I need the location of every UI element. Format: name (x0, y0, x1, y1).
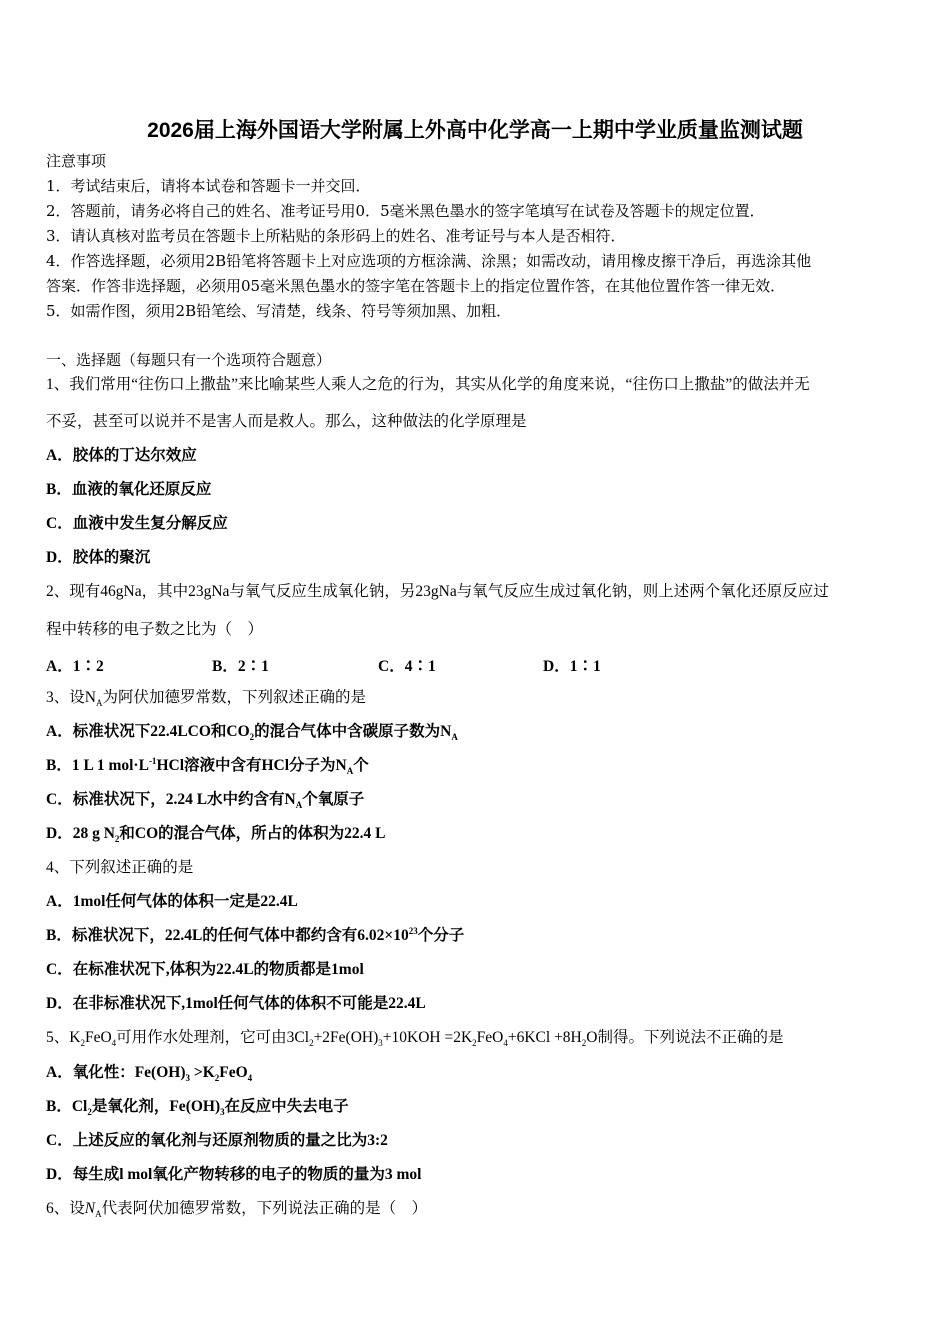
question-5-option-a (46, 1063, 252, 1083)
text-run: O制得。下列说法不正确的是 (586, 1029, 784, 1046)
text-run: 5、K (46, 1029, 81, 1046)
text-run: A．1mol任何气体的体积一定是22.4L (46, 893, 298, 910)
text-run: +6KCl +8H (507, 1029, 582, 1046)
question-3-option-c (46, 790, 364, 810)
text-run: 在反应中失去电子 (224, 1098, 349, 1115)
superscript: -1 (148, 755, 157, 766)
question-4-option-b (46, 926, 464, 946)
subscript: A (451, 732, 458, 743)
subscript: 4 (111, 1038, 117, 1049)
text-run: 可用作水处理剂，它可由3Cl (116, 1029, 310, 1046)
text-run: >K (189, 1064, 215, 1081)
text-run: FeO (219, 1064, 248, 1081)
text-run: 是氧化剂，Fe(OH) (91, 1098, 221, 1115)
text-run: 不妥，甚至可以说并不是害人而是救人。那么，这种做法的化学原理是 (46, 413, 527, 430)
text-run: B．标准状况下，22.4L的任何气体中都约含有6.02×10 (46, 927, 409, 944)
subscript: 2 (114, 834, 120, 845)
text-run: 4、下列叙述正确的是 (46, 859, 194, 876)
question-4-option-d (46, 994, 426, 1014)
question-2-option-c: C．4∶1 (378, 658, 436, 675)
question-5-option-d (46, 1165, 421, 1185)
question-4-option-a (46, 892, 298, 912)
note-item: 答案．作答非选择题，必须用05毫米黑色墨水的签字笔在答题卡上的指定位置作答，在其他位置作答一律无效． (46, 277, 786, 295)
subscript: 2 (214, 1073, 220, 1084)
subscript: 3 (220, 1107, 225, 1118)
text-run: 2、现有46gNa，其中23gNa与氧气反应生成氧化钠，另23gNa与氧气反应生成过氧化钠，则上述两个氧化还原反应过 (46, 583, 829, 600)
note-item: 1．考试结束后，请将本试卷和答题卡一并交回． (46, 177, 371, 195)
note-item: 5．如需作图，须用2B铅笔绘、写清楚，线条、符号等须加黑、加粗． (46, 302, 512, 320)
subscript: 2 (581, 1038, 587, 1049)
text-run: D．胶体的聚沉 (46, 549, 151, 566)
question-2-option-d: D．1∶1 (543, 658, 601, 675)
question-5-stem (46, 1028, 783, 1048)
text-run: 个氧原子 (302, 791, 365, 808)
notes-heading: 注意事项 (46, 152, 107, 170)
note-item: 4．作答选择题，必须用2B铅笔将答题卡上对应选项的方框涂满、涂黑；如需改动，请用橡皮擦干净后，再选涂其他 (46, 252, 812, 270)
text-run: 1、我们常用“往伤口上撒盐”来比喻某些人乘人之危的行为，其实从化学的角度来说，“往伤口上撒盐”的做法并无 (46, 376, 810, 393)
subscript: 3 (185, 1073, 190, 1084)
subscript: 2 (309, 1038, 314, 1049)
note-item: 2．答题前，请务必将自己的姓名、准考证号用0．5毫米黑色墨水的签字笔填写在试卷及答题卡的规定位置． (46, 202, 765, 220)
text-run: FeO (476, 1029, 504, 1046)
text-run: 的混合气体中含碳原子数为N (254, 723, 452, 740)
text-run: B．Cl (46, 1098, 88, 1115)
section-heading: 一、选择题（每题只有一个选项符合题意） (46, 351, 332, 369)
text-run: D．每生成l mol氧化产物转移的电子的物质的量为3 mol (46, 1166, 422, 1183)
question-1-stem (46, 412, 527, 432)
text-run: A．胶体的丁达尔效应 (46, 447, 197, 464)
subscript: 3 (378, 1038, 383, 1049)
question-5-option-c (46, 1131, 388, 1151)
subscript: 4 (503, 1038, 508, 1049)
question-3-option-b (46, 756, 369, 776)
subscript: 2 (87, 1107, 92, 1118)
text-run: 程中转移的电子数之比为（ ） (46, 621, 264, 638)
text-run: 为阿伏加德罗常数，下列叙述正确的是 (102, 689, 366, 706)
subscript: 4 (247, 1073, 253, 1084)
text-run: D．在非标准状况下,1mol任何气体的体积不可能是22.4L (46, 995, 426, 1012)
question-2-stem (46, 620, 263, 640)
text-run: B．血液的氧化还原反应 (46, 481, 212, 498)
question-1-stem (46, 375, 810, 395)
subscript: 2 (249, 732, 255, 743)
question-2-option-b: B．2∶1 (212, 658, 269, 675)
question-1-option-a (46, 446, 197, 466)
question-2-stem (46, 582, 829, 602)
text-run: C．上述反应的氧化剂与还原剂物质的量之比为3:2 (46, 1132, 388, 1149)
question-2-option-a: A．1∶2 (46, 658, 104, 675)
subscript: A (295, 800, 303, 811)
question-3-stem (46, 688, 366, 708)
question-3-option-a (46, 722, 458, 742)
text-run: +10KOH =2K (382, 1029, 473, 1046)
question-4-stem (46, 858, 193, 878)
question-1-option-d (46, 548, 150, 568)
text-run: 6、设 (46, 1200, 85, 1217)
text-run: 个分子 (417, 927, 465, 944)
note-item: 3．请认真核对监考员在答题卡上所粘贴的条形码上的姓名、准考证号与本人是否相符． (46, 227, 626, 245)
subscript: A (95, 698, 103, 709)
question-5-option-b (46, 1097, 349, 1117)
text-run: C．在标准状况下,体积为22.4L的物质都是1mol (46, 961, 364, 978)
subscript: 2 (80, 1038, 85, 1049)
question-6-stem (46, 1199, 427, 1219)
subscript: 2 (472, 1038, 477, 1049)
text-run: A．标准状况下22.4LCO和CO (46, 723, 250, 740)
question-3-option-d (46, 824, 385, 844)
question-4-option-c (46, 960, 364, 980)
question-1-option-c (46, 514, 228, 534)
text-run: C．血液中发生复分解反应 (46, 515, 228, 532)
text-run: 3、设N (46, 689, 96, 706)
text-run: 代表阿伏加德罗常数，下列说法正确的是（ ） (101, 1200, 428, 1217)
text-run: FeO (84, 1029, 112, 1046)
question-1-option-b (46, 480, 211, 500)
text-run: D．28 g N (46, 825, 115, 842)
text-run: A．氧化性：Fe(OH) (46, 1064, 186, 1081)
text-run: 和CO的混合气体，所占的体积为22.4 L (119, 825, 386, 842)
text-run: N (84, 1200, 96, 1217)
subscript: A (95, 1209, 102, 1220)
superscript: 23 (408, 925, 418, 936)
text-run: 个 (353, 757, 369, 774)
text-run: C．标准状况下，2.24 L水中约含有N (46, 791, 296, 808)
subscript: A (346, 766, 354, 777)
text-run: +2Fe(OH) (313, 1029, 379, 1046)
page-title: 2026届上海外国语大学附属上外高中化学高一上期中学业质量监测试题 (147, 119, 803, 142)
text-run: B．1 L 1 mol·L (46, 757, 149, 774)
text-run: HCl溶液中含有HCl分子为N (156, 757, 347, 774)
